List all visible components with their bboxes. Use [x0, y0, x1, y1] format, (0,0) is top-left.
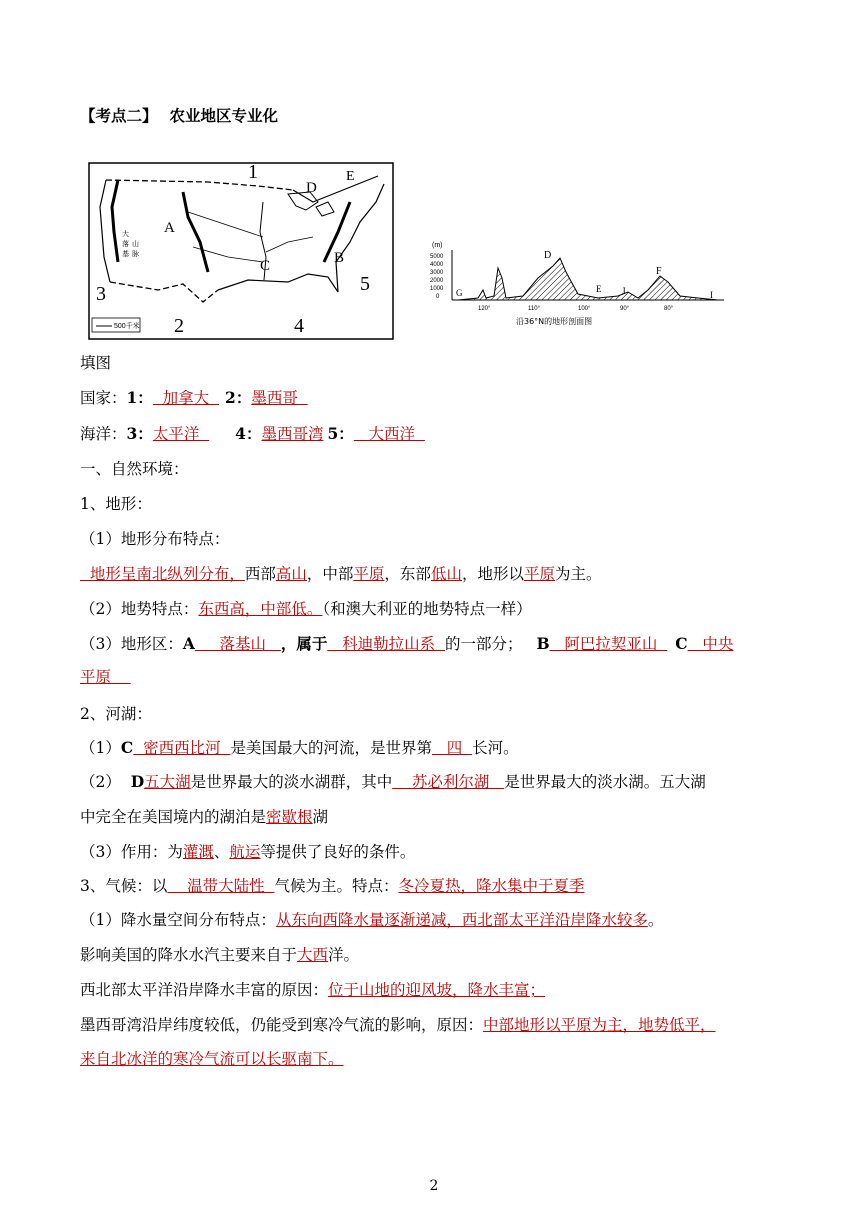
climate-line: [80, 875, 584, 897]
answer-gulf: 墨西哥湾: [261, 425, 324, 443]
label: A: [182, 634, 195, 653]
profile-letter-E: E: [596, 284, 602, 294]
label: 海洋：: [80, 425, 127, 443]
label: C: [120, 738, 134, 757]
answer: 灌溉: [182, 843, 214, 861]
text: 等提供了良好的条件。: [260, 843, 416, 861]
text: 。: [647, 911, 664, 929]
river-q1: [80, 737, 519, 759]
answer: 中央: [687, 635, 734, 653]
profile-unit: (m): [432, 242, 443, 249]
map-inner-label: 落: [122, 240, 129, 248]
text: 是美国最大的河流，是世界第: [230, 739, 432, 757]
answer: 位于山地的迎风坡，降水丰富；: [328, 981, 546, 999]
profile-x-tick: 100°: [578, 306, 591, 312]
climate-q4-cont: [80, 1048, 344, 1070]
answer: 五大湖: [144, 773, 191, 791]
text: ，中部: [306, 565, 354, 583]
climate-q3: [80, 979, 545, 1001]
profile-x-tick: 90°: [620, 306, 630, 312]
title-bracket: 【考点二】: [80, 106, 158, 125]
answer-mexico: 墨西哥: [251, 389, 308, 407]
label: 2：: [225, 388, 252, 407]
usa-map: [88, 162, 394, 340]
map-inner-label: 大: [122, 230, 129, 238]
profile-letter-J: J: [622, 286, 626, 296]
page-number: 2: [429, 1178, 439, 1194]
text: 墨西哥湾沿岸纬度较低，仍能受到寒冷气流的影响，原因：: [80, 1016, 484, 1034]
text: （和澳大利亚的地势特点一样）: [322, 600, 532, 618]
answer: 平原: [353, 565, 385, 583]
answer: 来自北冰洋的寒冷气流可以长驱南下。: [80, 1050, 344, 1068]
text: ，属于: [280, 634, 328, 653]
answer: 中部地形以平原为主，地势低平，: [483, 1016, 716, 1034]
text: 洋。: [328, 946, 360, 964]
title-text: 农业地区专业化: [169, 106, 279, 125]
map-label-2: 2: [174, 315, 184, 337]
terrain-q3: [80, 633, 733, 655]
profile-x-tick: 120°: [478, 306, 491, 312]
answer: 地形呈南北纵列分布，: [80, 565, 245, 583]
answer: 航运: [229, 843, 261, 861]
text: 长河。: [472, 739, 519, 757]
map-inner-label: 山: [132, 240, 139, 248]
text: 中完全在美国境内的湖泊是: [80, 808, 267, 826]
text: （2）: [80, 773, 131, 791]
answer: 落基山: [194, 635, 281, 653]
section-title: [80, 104, 278, 126]
map-scale: 500千米: [114, 323, 140, 330]
answer-canada: 加拿大: [152, 389, 220, 407]
climate-q2: [80, 944, 359, 966]
label: C: [675, 634, 688, 653]
answer: 密西西比河: [133, 739, 231, 757]
map-label-E: E: [346, 169, 355, 184]
label: 5：: [327, 424, 354, 443]
ocean-line: [80, 423, 425, 445]
text: 是世界最大的淡水湖。五大湖: [504, 773, 706, 791]
profile-letter-D: D: [544, 250, 552, 261]
map-label-1: 1: [248, 162, 258, 183]
text: （1）: [80, 739, 121, 757]
text: ，东部: [384, 565, 431, 583]
label: 4：: [235, 424, 262, 443]
answer: 大西: [297, 946, 329, 964]
answer: 四: [431, 739, 473, 757]
section-1-1: 1、地形：: [80, 495, 152, 513]
profile-y-tick: 0: [436, 294, 440, 300]
profile-letter-F: F: [656, 266, 662, 277]
answer: 平原: [523, 565, 555, 583]
river-q2: [80, 771, 706, 793]
terrain-a1: [80, 563, 602, 585]
profile-x-tick: 80°: [664, 306, 674, 312]
terrain-profile: [428, 238, 728, 330]
fill-title: 填图: [80, 354, 112, 372]
text: 3、气候：以: [80, 877, 168, 895]
answer: 科迪勒拉山系: [327, 635, 445, 653]
country-line: [80, 387, 308, 409]
text: （3）作用：为: [80, 843, 183, 861]
text: 西部: [244, 565, 276, 583]
profile-y-tick: 2000: [430, 278, 444, 284]
river-q3: [80, 841, 415, 863]
text: 为主。: [554, 565, 602, 583]
profile-y-tick: 3000: [430, 270, 444, 276]
climate-q1: [80, 909, 663, 931]
terrain-q1: （1）地形分布特点：: [80, 530, 230, 548]
profile-y-tick: 5000: [430, 254, 444, 260]
map-label-3: 3: [96, 283, 106, 305]
text: 的一部分；: [444, 635, 523, 653]
answer-pacific: 太平洋: [152, 425, 210, 443]
label: B: [536, 634, 550, 653]
label: D: [130, 772, 145, 791]
text: （2）地势特点：: [80, 600, 199, 618]
answer: 密歇根: [266, 808, 313, 826]
answer-atlantic: 大西洋: [353, 425, 425, 443]
profile-letter-I: I: [710, 290, 713, 300]
map-label-4: 4: [294, 315, 304, 337]
map-label-B: B: [334, 250, 345, 266]
profile-caption: 沿36°N的地形剖面图: [516, 317, 593, 326]
map-label-A: A: [164, 220, 175, 236]
text: （3）地形区：: [80, 635, 183, 653]
answer: 高山: [275, 565, 307, 583]
text: 是世界最大的淡水湖群，其中: [190, 773, 393, 791]
river-q2-cont: [80, 806, 328, 828]
profile-y-tick: 4000: [430, 262, 444, 268]
map-label-C: C: [260, 258, 271, 274]
map-label-5: 5: [360, 273, 370, 295]
text: （1）降水量空间分布特点：: [80, 911, 276, 929]
answer: 苏必利尔湖: [392, 773, 505, 791]
terrain-q2: [80, 598, 532, 620]
map-inner-label: 基: [122, 250, 129, 258]
answer: 平原: [80, 668, 131, 686]
text: 气候为主。特点：: [274, 877, 399, 895]
climate-q4: [80, 1014, 716, 1036]
text: 湖: [312, 808, 329, 826]
answer: 阿巴拉契亚山: [549, 635, 668, 653]
label: 国家：: [80, 389, 127, 407]
answer: 东西高，中部低。: [198, 600, 323, 618]
label: 1：: [126, 388, 153, 407]
answer: 从东向西降水量逐渐递减，西北部太平洋沿岸降水较多: [275, 911, 648, 929]
text: 影响美国的降水水汽主要来自于: [80, 946, 298, 964]
text: 、: [213, 843, 230, 861]
label: 3：: [126, 424, 153, 443]
section-2: 2、河湖：: [80, 705, 152, 723]
profile-y-tick: 1000: [430, 286, 444, 292]
map-inner-label: 脉: [132, 250, 139, 258]
text: ，地形以: [461, 565, 524, 583]
section-1: 一、自然环境：: [80, 460, 189, 478]
answer: 温带大陆性: [167, 877, 275, 895]
answer: 冬冷夏热，降水集中于夏季: [398, 877, 585, 895]
text: 西北部太平洋沿岸降水丰富的原因：: [80, 981, 329, 999]
map-label-D: D: [306, 180, 317, 196]
profile-letter-G: G: [456, 288, 463, 298]
terrain-q3-cont: [80, 666, 131, 688]
answer: 低山: [430, 565, 462, 583]
profile-x-tick: 110°: [528, 306, 540, 312]
